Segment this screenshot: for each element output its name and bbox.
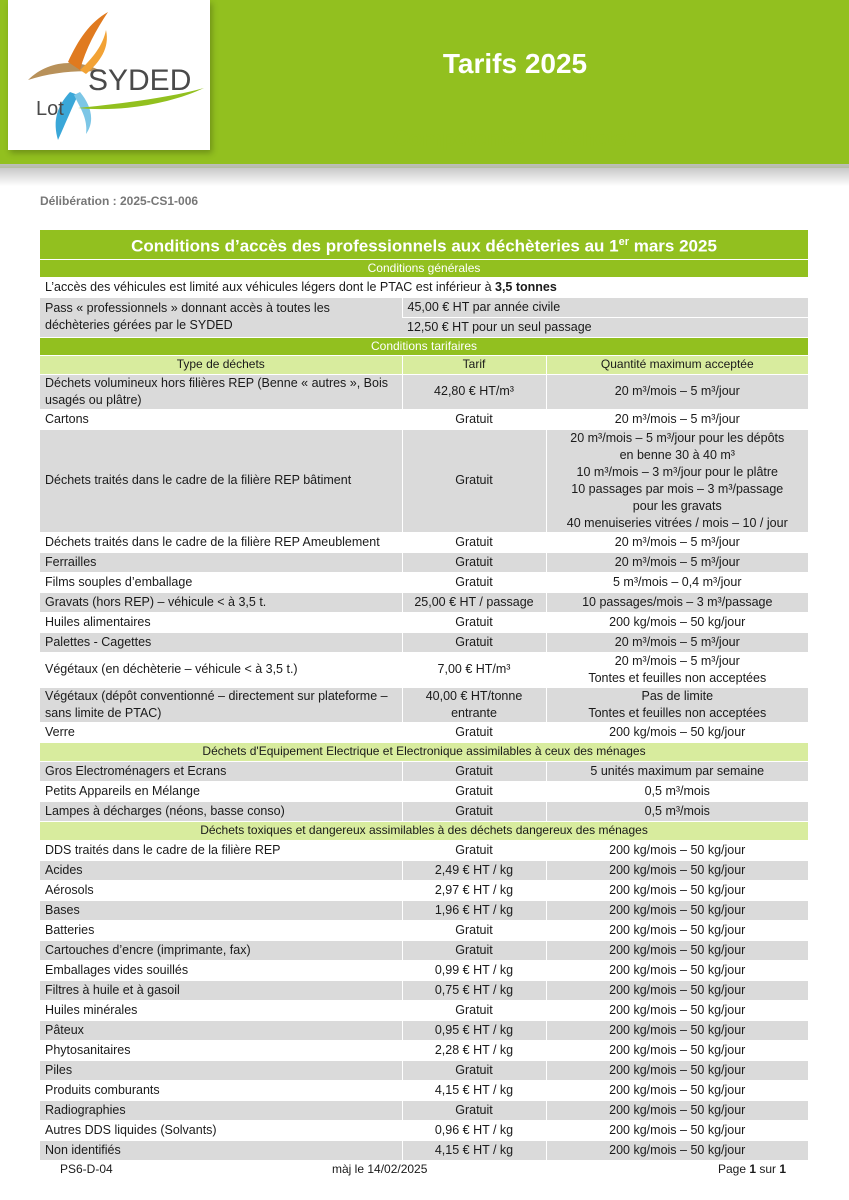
waste-quantity: 20 m³/mois – 5 m³/jour (546, 552, 808, 572)
waste-tarif: Gratuit (402, 429, 546, 532)
waste-quantity (546, 429, 808, 532)
waste-tarif: 4,15 € HT / kg (402, 1080, 546, 1100)
waste-tarif: 7,00 € HT/m³ (402, 652, 546, 687)
table-row (40, 1020, 808, 1040)
table-row (40, 920, 808, 940)
waste-tarif: Gratuit (402, 840, 546, 860)
deee-heading-row (40, 742, 808, 761)
deliberation-ref: Délibération : 2025-CS1-006 (40, 194, 199, 208)
table-row (40, 1120, 808, 1140)
waste-type: Autres DDS liquides (Solvants) (40, 1120, 402, 1140)
waste-type: Petits Appareils en Mélange (40, 781, 402, 801)
quantity-line: Pas de limite (641, 688, 714, 703)
tariff-heading: Conditions tarifaires (40, 337, 808, 355)
waste-quantity: 20 m³/mois – 5 m³/jour (546, 374, 808, 409)
table-row (40, 1140, 808, 1160)
waste-tarif: Gratuit (402, 920, 546, 940)
table-row (40, 409, 808, 429)
waste-type: Végétaux (en déchèterie – véhicule < à 3,5 t.) (40, 652, 402, 687)
waste-quantity: 200 kg/mois – 50 kg/jour (546, 920, 808, 940)
logo-region: Lot (36, 98, 64, 120)
footer-updated: màj le 14/02/2025 (332, 1162, 428, 1176)
waste-type: Films souples d’emballage (40, 572, 402, 592)
table-row (40, 429, 808, 532)
col-header-qty: Quantité maximum acceptée (546, 355, 808, 374)
table-row (40, 1080, 808, 1100)
quantity-line: 20 m³/mois – 5 m³/jour pour les dépôts (570, 430, 785, 445)
waste-type: Déchets traités dans le cadre de la filière REP Ameublement (40, 532, 402, 552)
waste-type: Radiographies (40, 1100, 402, 1120)
table-row (40, 761, 808, 781)
table-row (40, 632, 808, 652)
waste-type: Emballages vides souillés (40, 960, 402, 980)
waste-quantity: 20 m³/mois – 5 m³/jour (546, 632, 808, 652)
waste-type: DDS traités dans le cadre de la filière REP (40, 840, 402, 860)
table-row (40, 722, 808, 742)
quantity-line: 10 m³/mois – 3 m³/jour pour le plâtre (576, 464, 778, 479)
waste-type: Ferrailles (40, 552, 402, 572)
quantity-line: pour les gravats (632, 498, 722, 513)
table-title-row (40, 230, 808, 259)
waste-tarif: 42,80 € HT/m³ (402, 374, 546, 409)
waste-quantity: 200 kg/mois – 50 kg/jour (546, 1040, 808, 1060)
waste-quantity: 200 kg/mois – 50 kg/jour (546, 1080, 808, 1100)
table-row (40, 687, 808, 722)
waste-type: Filtres à huile et à gasoil (40, 980, 402, 1000)
table-row (40, 1000, 808, 1020)
waste-quantity: 200 kg/mois – 50 kg/jour (546, 1140, 808, 1160)
table-row (40, 900, 808, 920)
waste-tarif: Gratuit (402, 1000, 546, 1020)
waste-quantity: 200 kg/mois – 50 kg/jour (546, 860, 808, 880)
waste-type: Piles (40, 1060, 402, 1080)
table-row (40, 840, 808, 860)
waste-tarif: Gratuit (402, 552, 546, 572)
waste-quantity: 200 kg/mois – 50 kg/jour (546, 940, 808, 960)
quantity-line: 40 menuiseries vitrées / mois – 10 / jour (566, 515, 788, 530)
table-row (40, 801, 808, 821)
waste-quantity: 200 kg/mois – 50 kg/jour (546, 1060, 808, 1080)
table-row (40, 880, 808, 900)
waste-tarif: Gratuit (402, 409, 546, 429)
waste-tarif: 4,15 € HT / kg (402, 1140, 546, 1160)
waste-tarif: 40,00 € HT/tonne entrante (402, 687, 546, 722)
column-header-row (40, 355, 808, 374)
waste-tarif: 25,00 € HT / passage (402, 592, 546, 612)
quantity-line: en benne 30 à 40 m³ (619, 447, 735, 462)
waste-quantity: 200 kg/mois – 50 kg/jour (546, 1120, 808, 1140)
col-header-tarif: Tarif (402, 355, 546, 374)
table-row (40, 1100, 808, 1120)
page-title: Tarifs 2025 (442, 48, 588, 79)
table-row (40, 940, 808, 960)
waste-tarif: Gratuit (402, 632, 546, 652)
header-shadow (0, 164, 849, 186)
waste-type: Aérosols (40, 880, 402, 900)
waste-tarif: Gratuit (402, 940, 546, 960)
waste-tarif: 0,99 € HT / kg (402, 960, 546, 980)
waste-quantity (546, 652, 808, 687)
footer-page: Page 1 sur 1 (718, 1162, 787, 1176)
waste-tarif: Gratuit (402, 781, 546, 801)
waste-tarif: 2,49 € HT / kg (402, 860, 546, 880)
waste-type: Cartons (40, 409, 402, 429)
waste-quantity: 20 m³/mois – 5 m³/jour (546, 409, 808, 429)
table-row (40, 980, 808, 1000)
waste-tarif: 0,95 € HT / kg (402, 1020, 546, 1040)
waste-type: Déchets traités dans le cadre de la filière REP bâtiment (40, 429, 402, 532)
waste-type: Pâteux (40, 1020, 402, 1040)
table-row (40, 860, 808, 880)
tariff-heading-row (40, 337, 808, 355)
waste-quantity: 5 unités maximum par semaine (546, 761, 808, 781)
waste-type: Acides (40, 860, 402, 880)
table-row (40, 552, 808, 572)
waste-quantity: 0,5 m³/mois (546, 801, 808, 821)
waste-type: Verre (40, 722, 402, 742)
waste-quantity: 200 kg/mois – 50 kg/jour (546, 980, 808, 1000)
col-header-type: Type de déchets (40, 355, 402, 374)
waste-quantity: 5 m³/mois – 0,4 m³/jour (546, 572, 808, 592)
waste-tarif: 0,75 € HT / kg (402, 980, 546, 1000)
waste-tarif: 2,97 € HT / kg (402, 880, 546, 900)
table-row (40, 592, 808, 612)
table-row (40, 1060, 808, 1080)
waste-tarif: Gratuit (402, 801, 546, 821)
general-heading: Conditions générales (40, 259, 808, 277)
logo-brand: SYDED (88, 64, 192, 97)
dds-heading-row (40, 821, 808, 840)
vehicle-row (40, 277, 808, 297)
waste-type: Gravats (hors REP) – véhicule < à 3,5 t. (40, 592, 402, 612)
waste-quantity: 200 kg/mois – 50 kg/jour (546, 960, 808, 980)
waste-type: Cartouches d’encre (imprimante, fax) (40, 940, 402, 960)
table-row (40, 572, 808, 592)
waste-quantity: 10 passages/mois – 3 m³/passage (546, 592, 808, 612)
waste-tarif: Gratuit (402, 761, 546, 781)
general-heading-row (40, 259, 808, 277)
waste-type: Gros Electroménagers et Ecrans (40, 761, 402, 781)
waste-type: Lampes à décharges (néons, basse conso) (40, 801, 402, 821)
quantity-line: 10 passages par mois – 3 m³/passage (571, 481, 784, 496)
waste-type: Végétaux (dépôt conventionné – directement sur plateforme – sans limite de PTAC) (40, 687, 402, 722)
waste-quantity: 0,5 m³/mois (546, 781, 808, 801)
waste-tarif: Gratuit (402, 722, 546, 742)
waste-tarif: Gratuit (402, 1100, 546, 1120)
vehicle-condition: L’accès des véhicules est limité aux véhicules légers dont le PTAC est inférieur à 3,5 tonnes (40, 277, 808, 297)
syded-logo (8, 0, 210, 150)
table-row (40, 532, 808, 552)
waste-type: Palettes - Cagettes (40, 632, 402, 652)
waste-tarif: Gratuit (402, 532, 546, 552)
waste-type: Bases (40, 900, 402, 920)
table-row (40, 612, 808, 632)
waste-tarif: 0,96 € HT / kg (402, 1120, 546, 1140)
waste-quantity: 200 kg/mois – 50 kg/jour (546, 1020, 808, 1040)
waste-quantity: 200 kg/mois – 50 kg/jour (546, 840, 808, 860)
waste-tarif: 1,96 € HT / kg (402, 900, 546, 920)
logo-graphic (8, 0, 210, 150)
waste-tarif: 2,28 € HT / kg (402, 1040, 546, 1060)
table-row (40, 374, 808, 409)
table-row (40, 1040, 808, 1060)
waste-quantity: 200 kg/mois – 50 kg/jour (546, 900, 808, 920)
quantity-line: Tontes et feuilles non acceptées (588, 670, 767, 685)
waste-type: Déchets volumineux hors filières REP (Benne « autres », Bois usagés ou plâtre) (40, 374, 402, 409)
waste-tarif: Gratuit (402, 1060, 546, 1080)
deee-heading: Déchets d'Equipement Electrique et Electronique assimilables à ceux des ménages (40, 742, 808, 761)
tariff-table (40, 230, 808, 1161)
waste-type: Phytosanitaires (40, 1040, 402, 1060)
waste-type: Huiles minérales (40, 1000, 402, 1020)
waste-quantity: 200 kg/mois – 50 kg/jour (546, 880, 808, 900)
page-subtitle: Compétence "Déchets" (392, 126, 638, 151)
waste-quantity (546, 687, 808, 722)
table-row (40, 960, 808, 980)
table-title: Conditions d’accès des professionnels aux déchèteries au 1er mars 2025 (40, 230, 808, 259)
pass-label: Pass « professionnels » donnant accès à toutes les déchèteries gérées par le SYDED (40, 297, 402, 337)
waste-quantity: 200 kg/mois – 50 kg/jour (546, 1000, 808, 1020)
waste-type: Huiles alimentaires (40, 612, 402, 632)
table-row (40, 781, 808, 801)
waste-quantity: 20 m³/mois – 5 m³/jour (546, 532, 808, 552)
pass-price-year: 45,00 € HT par année civile (402, 297, 808, 317)
quantity-line: 20 m³/mois – 5 m³/jour (614, 653, 740, 668)
waste-type: Produits comburants (40, 1080, 402, 1100)
waste-quantity: 200 kg/mois – 50 kg/jour (546, 612, 808, 632)
waste-tarif: Gratuit (402, 612, 546, 632)
quantity-line: Tontes et feuilles non acceptées (588, 705, 767, 720)
waste-tarif: Gratuit (402, 572, 546, 592)
table-row (40, 652, 808, 687)
waste-quantity: 200 kg/mois – 50 kg/jour (546, 722, 808, 742)
waste-type: Non identifiés (40, 1140, 402, 1160)
pass-row (40, 297, 808, 317)
waste-type: Batteries (40, 920, 402, 940)
footer-ref: PS6-D-04 (60, 1162, 113, 1176)
dds-heading: Déchets toxiques et dangereux assimilables à des déchets dangereux des ménages (40, 821, 808, 840)
pass-price-single: 12,50 € HT pour un seul passage (402, 317, 808, 337)
waste-quantity: 200 kg/mois – 50 kg/jour (546, 1100, 808, 1120)
